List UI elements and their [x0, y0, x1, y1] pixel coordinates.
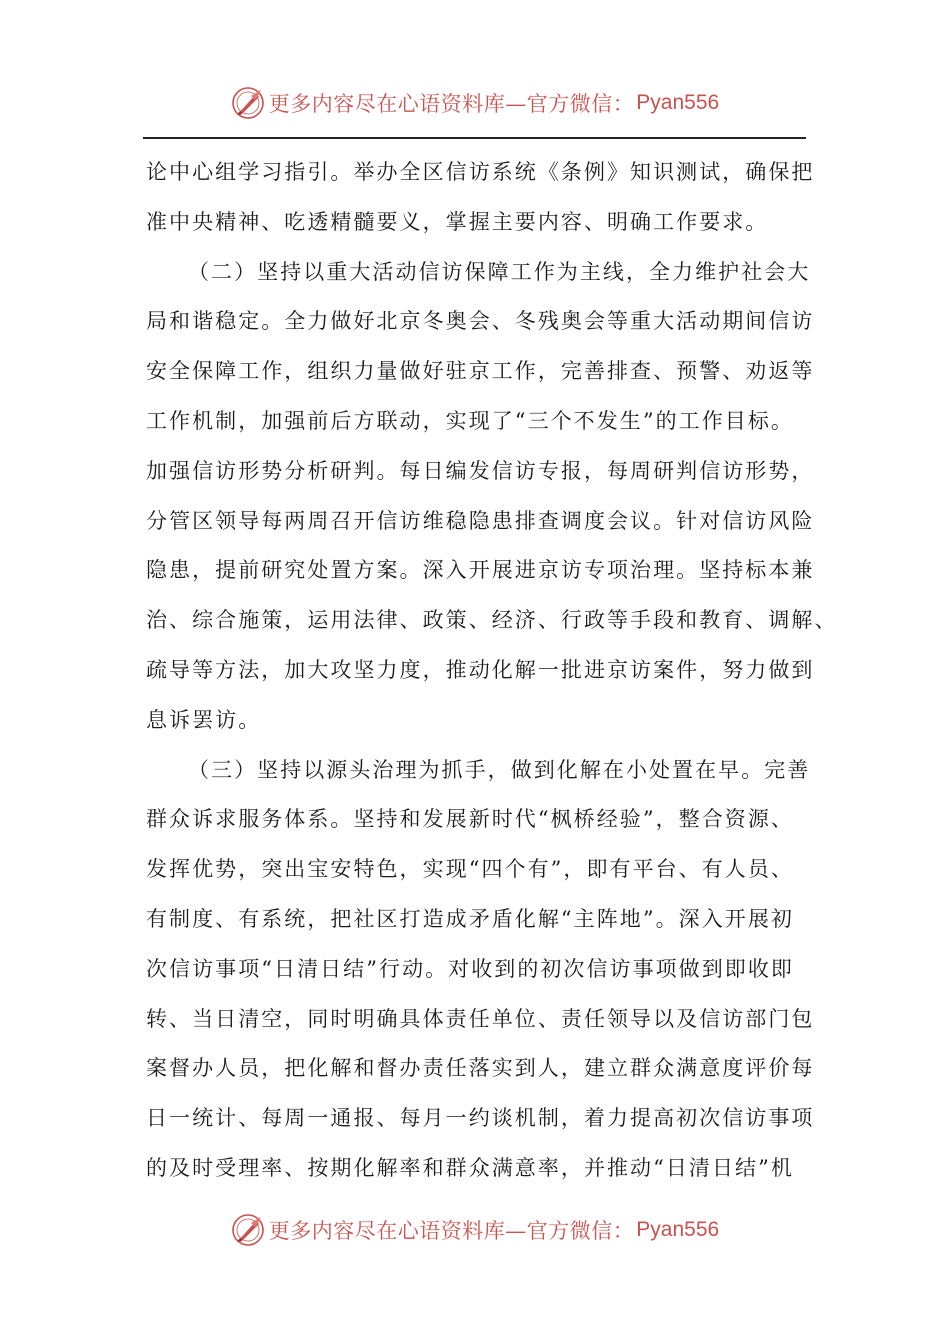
section-heading-line: （三）坚持以源头治理为抓手，做到化解在小处置在早。完善: [188, 757, 811, 782]
banner-text: 更多内容尽在心语资料库—官方微信：: [268, 1219, 635, 1243]
header-banner: [0, 81, 950, 125]
text-line: 日一统计、每周一通报、每月一约谈机制，着力提高初次信访事项: [146, 1106, 815, 1131]
wechat-id: Pyan556: [636, 1218, 720, 1241]
text-line: 次信访事项“日清日结”行动。对收到的初次信访事项做到即收即: [146, 956, 794, 981]
text-line: 转、当日清空，同时明确具体责任单位、责任领导以及信访部门包: [146, 1006, 815, 1031]
text-line: 的及时受理率、按期化解率和群众满意率，并推动“日清日结”机: [146, 1155, 794, 1180]
text-line: 论中心组学习指引。举办全区信访系统《条例》知识测试，确保把: [146, 160, 815, 184]
footer-banner: [0, 1208, 950, 1252]
text-line: 分管区领导每两周召开信访维稳隐患排查调度会议。针对信访风险: [146, 508, 815, 533]
text-line: 发挥优势，突出宝安特色，实现“四个有”，即有平台、有人员、: [146, 857, 794, 882]
text-line: 局和谐稳定。全力做好北京冬奥会、冬残奥会等重大活动期间信访: [146, 309, 815, 334]
text-line: 息诉罢访。: [146, 707, 262, 732]
text-line: 疏导等方法，加大攻坚力度，推动化解一批进京访案件，努力做到: [146, 657, 815, 682]
quill-pen-logo-icon: [231, 1213, 265, 1247]
banner-text: 更多内容尽在心语资料库—官方微信：: [268, 92, 635, 116]
text-line: 准中央精神、吃透精髓要义，掌握主要内容、明确工作要求。: [146, 209, 769, 234]
text-line: 工作机制，加强前后方联动，实现了“三个不发生”的工作目标。: [146, 408, 794, 433]
text-line: 案督办人员，把化解和督办责任落实到人，建立群众满意度评价每: [146, 1056, 815, 1081]
text-line: 隐患，提前研究处置方案。深入开展进京访专项治理。坚持标本兼: [146, 558, 815, 583]
text-line: 有制度、有系统，把社区打造成矛盾化解“主阵地”。深入开展初: [146, 906, 794, 931]
header-divider: [143, 137, 806, 139]
quill-pen-logo-icon: [231, 86, 265, 120]
wechat-id: Pyan556: [636, 91, 720, 114]
section-heading-line: （二）坚持以重大活动信访保障工作为主线，全力维护社会大: [188, 259, 811, 284]
document-body: [146, 148, 838, 1194]
text-line: 安全保障工作，组织力量做好驻京工作，完善排查、预警、劝返等: [146, 359, 815, 384]
text-line: 加强信访形势分析研判。每日编发信访专报，每周研判信访形势，: [146, 458, 815, 483]
text-line: 治、综合施策，运用法律、政策、经济、行政等手段和教育、调解、: [146, 608, 838, 633]
text-line: 群众诉求服务体系。坚持和发展新时代“枫桥经验”，整合资源、: [146, 807, 794, 832]
